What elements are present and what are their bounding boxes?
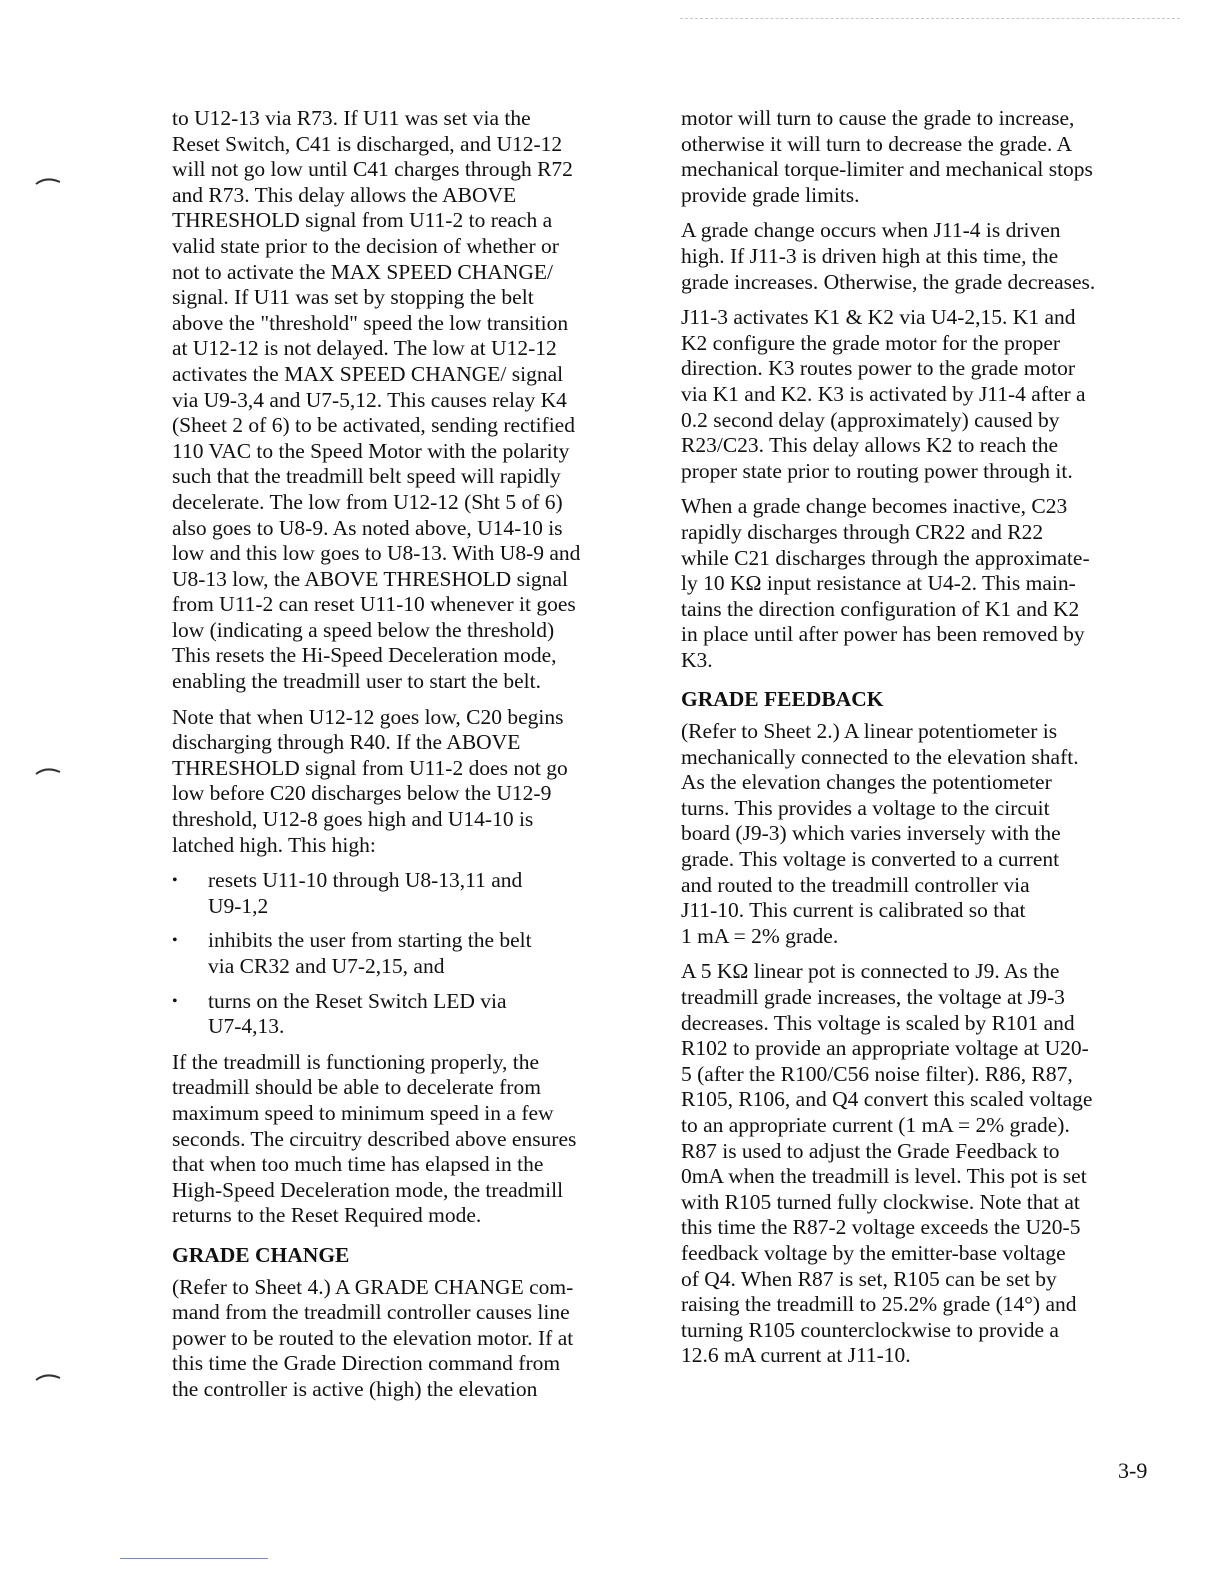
paragraph: If the treadmill is functioning properly, the treadmill should be able to decelerate from maximum speed to minimum speed in a few seconds. The circuitry described above ensures that when too much time has elapsed in the High-Speed Deceleration mode, the treadmill returns to the Reset Required mode. bbox=[172, 1049, 577, 1228]
scan-noise-top bbox=[680, 18, 1180, 23]
paragraph: J11-3 activates K1 & K2 via U4-2,15. K1 and K2 configure the grade motor for the proper direction. K3 routes power to the grade motor via K1 and K2. K3 is activated by J11-4 after a 0.2 second delay (approximately) caused by R23/C23. This delay allows K2 to reach the proper state prior to routing power through it. bbox=[681, 305, 1086, 483]
paragraph: Note that when U12-12 goes low, C20 begins discharging through R40. If the ABOVE THRESHOLD signal from U11-2 does not go low before C20 discharges below the U12-9 threshold, U12-8 goes high and U14-10 is latched high. This high: bbox=[172, 704, 568, 857]
binder-hole-mark bbox=[34, 1372, 62, 1382]
page-number: 3-9 bbox=[1118, 1458, 1148, 1483]
bullet-list bbox=[172, 868, 644, 1040]
paragraph: A 5 KΩ linear pot is connected to J9. As the treadmill grade increases, the voltage at J9-3 decreases. This voltage is scaled by R101 and R102 to provide an appropriate voltage at U20- 5 (after the R100/C56 noise filter). R86, R87, R105, R106, and Q4 convert this scaled voltage to an appropriate current (1 mA = 2% grade). R87 is used to adjust the Grade Feedback to 0mA when the treadmill is level. This pot is set with R105 turned fully clockwise. Note that at this time the R87-2 voltage exceeds the U20-5 feedback voltage by the emitter-base voltage of Q4. When R87 is set, R105 can be set by raising the treadmill to 25.2% grade (14°) and turning R105 counterclockwise to provide a 12.6 mA current at J11-10. bbox=[681, 959, 1093, 1368]
paragraph: (Refer to Sheet 2.) A linear potentiometer is mechanically connected to the elevation shaft. As the elevation changes the potentiometer turns. This provides a voltage to the circuit board (J9-3) which varies inversely with the grade. This voltage is converted to a current and routed to the treadmill controller via J11-10. This current is calibrated so that 1 mA = 2% grade. bbox=[681, 719, 1079, 948]
binder-hole-mark bbox=[34, 176, 62, 186]
binder-hole-mark bbox=[34, 766, 62, 776]
paragraph: (Refer to Sheet 4.) A GRADE CHANGE com- mand from the treadmill controller causes line power to be routed to the elevation motor. If at this time the Grade Direction command from the controller is active (high) the elevation bbox=[172, 1274, 574, 1401]
right-column bbox=[681, 106, 1151, 1379]
list-item: • turns on the Reset Switch LED via U7-4,13. bbox=[172, 989, 644, 1040]
list-item: • resets U11-10 through U8-13,11 and U9-1,2 bbox=[172, 868, 644, 919]
paragraph: When a grade change becomes inactive, C23 rapidly discharges through CR22 and R22 while C21 discharges through the approximate- ly 10 KΩ input resistance at U4-2. This main- tains the direction configuration of K1 and K2 in place until after power has been removed by K3. bbox=[681, 494, 1090, 672]
footer-rule bbox=[120, 1558, 268, 1559]
paragraph: motor will turn to cause the grade to increase, otherwise it will turn to decrease the grade. A mechanical torque-limiter and mechanical stops provide grade limits. bbox=[681, 106, 1093, 207]
list-item: • inhibits the user from starting the belt via CR32 and U7-2,15, and bbox=[172, 928, 644, 979]
left-column bbox=[172, 106, 644, 1413]
paragraph: to U12-13 via R73. If U11 was set via the Reset Switch, C41 is discharged, and U12-12 will not go low until C41 charges through R72 and R73. This delay allows the ABOVE THRESHOLD signal from U11-2 to reach a valid state prior to the decision of whether or not to activate the MAX SPEED CHANGE/ signal. If U11 was set by stopping the belt above the "threshold" speed the low transition at U12-12 is not delayed. The low at U12-12 activates the MAX SPEED CHANGE/ signal via U9-3,4 and U7-5,12. This causes relay K4 (Sheet 2 of 6) to be activated, sending rectified 110 VAC to the Speed Motor with the polarity such that the treadmill belt speed will rapidly decelerate. The low from U12-12 (Sht 5 of 6) also goes to U8-9. As noted above, U14-10 is low and this low goes to U8-13. With U8-9 and U8-13 low, the ABOVE THRESHOLD signal from U11-2 can reset U11-10 whenever it goes low (indicating a speed below the threshold) This resets the Hi-Speed Deceleration mode, enabling the treadmill user to start the belt. bbox=[172, 106, 581, 694]
section-heading-grade-change: GRADE CHANGE bbox=[172, 1242, 350, 1267]
section-heading-grade-feedback: GRADE FEEDBACK bbox=[681, 687, 884, 712]
paragraph: A grade change occurs when J11-4 is driven high. If J11-3 is driven high at this time, the grade increases. Otherwise, the grade decreases. bbox=[681, 218, 1096, 294]
